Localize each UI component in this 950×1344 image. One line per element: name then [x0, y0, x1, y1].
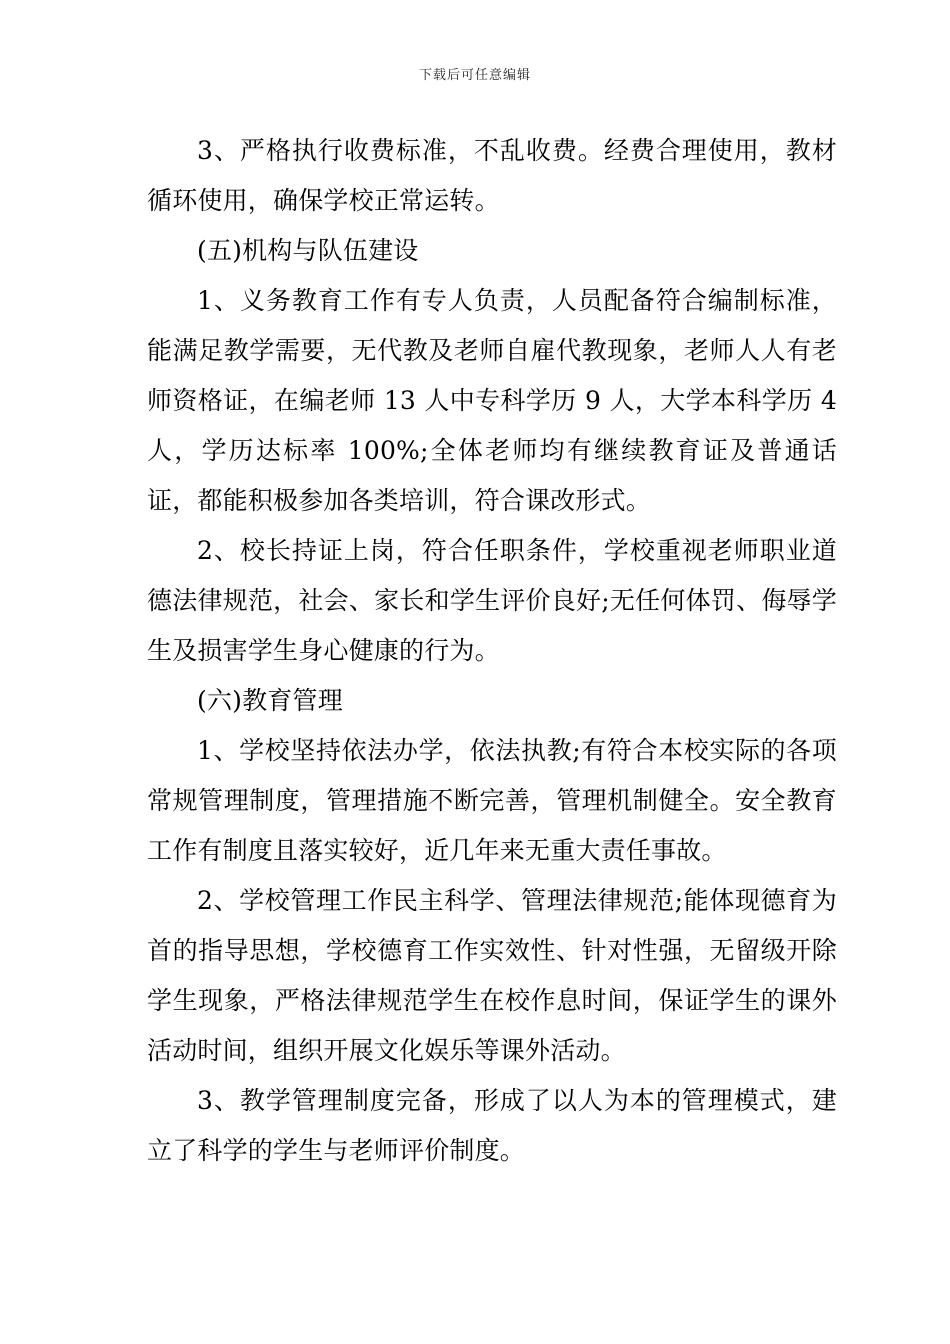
paragraph-democratic-management: 2、学校管理工作民主科学、管理法律规范;能体现德育为首的指导思想，学校德育工作实效性、针对性强，无留级开除学生现象，严格法律规范学生在校作息时间，保证学生的课外活动时间，组织开展文化娱乐等课外活动。: [147, 886, 837, 1065]
paragraph-principal-certification: 2、校长持证上岗，符合任职条件，学校重视老师职业道德法律规范，社会、家长和学生评价良好;无任何体罚、侮辱学生及损害学生身心健康的行为。: [147, 536, 837, 665]
section-heading-education-management: (六)教育管理: [197, 686, 343, 715]
document-body: [147, 126, 837, 1176]
section-heading-organization: (五)机构与队伍建设: [197, 236, 419, 265]
page-header: 下载后可任意编辑: [418, 68, 531, 83]
paragraph-lawful-management: 1、学校坚持依法办学，依法执教;有符合本校实际的各项常规管理制度，管理措施不断完善，管理机制健全。安全教育工作有制度且落实较好，近几年来无重大责任事故。: [147, 736, 837, 865]
paragraph-teaching-management: 3、教学管理制度完备，形成了以人为本的管理模式，建立了科学的学生与老师评价制度。: [147, 1086, 837, 1165]
paragraph-fee-standards: 3、严格执行收费标准，不乱收费。经费合理使用，教材循环使用，确保学校正常运转。: [147, 136, 837, 215]
paragraph-staffing: 1、义务教育工作有专人负责，人员配备符合编制标准，能满足教学需要，无代教及老师自雇代教现象，老师人人有老师资格证，在编老师 13 人中专科学历 9 人，大学本科学历 4 人，学历达标率 100%;全体老师均有继续教育证及普通话证，都能积极参加各类培训，符合课改形式。: [147, 286, 837, 515]
